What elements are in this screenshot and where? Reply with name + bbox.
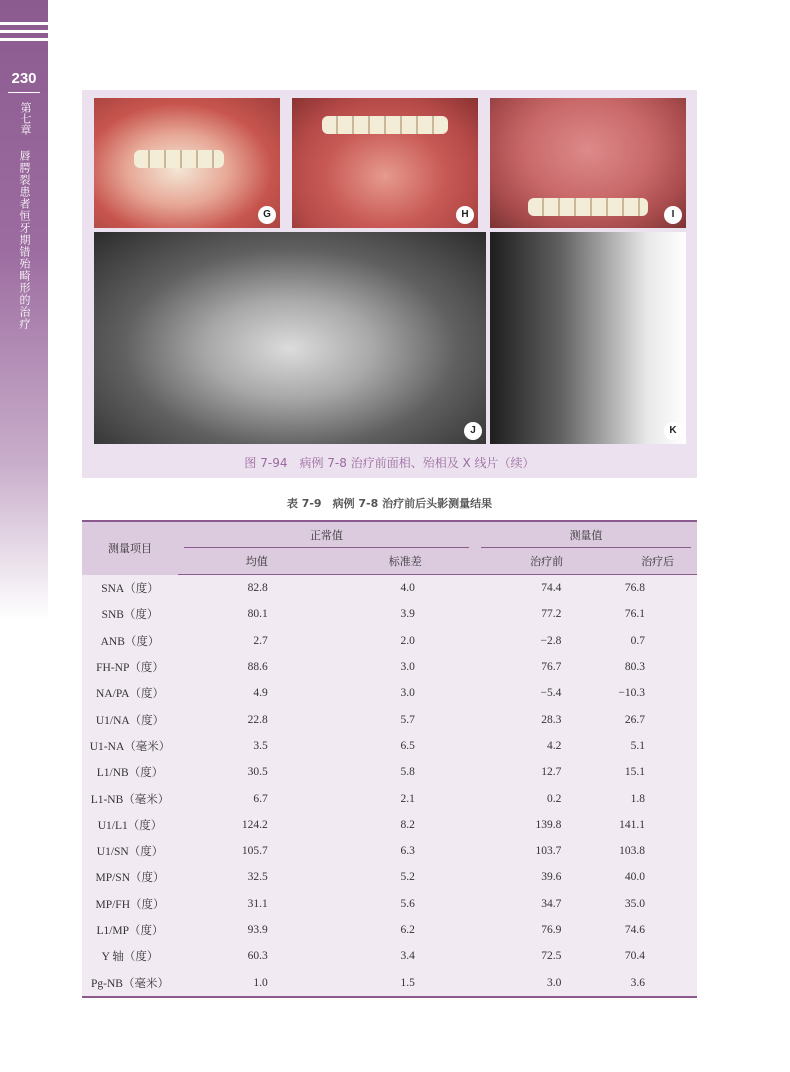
teeth-illustration (322, 116, 448, 134)
figure-7-94 (82, 90, 697, 478)
cell-pre: 77.2 (475, 601, 619, 627)
cell-pre: 76.7 (475, 654, 619, 680)
panel-label-g: G (258, 206, 276, 224)
panel-label-i: I (664, 206, 682, 224)
cell-mean: 82.8 (178, 575, 336, 602)
photo-h-upper-occlusal (292, 98, 478, 228)
cell-post: −10.3 (618, 680, 697, 706)
cell-mean: 60.3 (178, 943, 336, 969)
cell-post: 35.0 (618, 891, 697, 917)
cell-pre: 74.4 (475, 575, 619, 602)
cell-pre: 12.7 (475, 759, 619, 785)
cell-mean: 88.6 (178, 654, 336, 680)
table-row (82, 864, 697, 890)
sidebar-rule (8, 92, 40, 93)
table-row (82, 575, 697, 602)
table-row (82, 601, 697, 627)
cell-post: 3.6 (618, 969, 697, 996)
cell-pre: 4.2 (475, 733, 619, 759)
cell-pre: 34.7 (475, 891, 619, 917)
cell-mean: 93.9 (178, 917, 336, 943)
cell-mean: 105.7 (178, 838, 336, 864)
cell-pre: 0.2 (475, 785, 619, 811)
cell-post: 40.0 (618, 864, 697, 890)
cell-mean: 30.5 (178, 759, 336, 785)
cell-post: 80.3 (618, 654, 697, 680)
cell-post: 141.1 (618, 812, 697, 838)
cell-pre: −2.8 (475, 628, 619, 654)
cell-mean: 3.5 (178, 733, 336, 759)
cell-pre: 28.3 (475, 706, 619, 732)
cell-post: 76.8 (618, 575, 697, 602)
cell-post: 74.6 (618, 917, 697, 943)
header-post: 治疗后 (618, 548, 697, 575)
photo-g-lateral-occlusion (94, 98, 280, 228)
cell-sd: 6.3 (336, 838, 475, 864)
cell-mean: 6.7 (178, 785, 336, 811)
xray-k-cephalometric (490, 232, 686, 444)
chapter-sidebar (0, 0, 48, 620)
table-row (82, 943, 697, 969)
table-row (82, 812, 697, 838)
cell-mean: 32.5 (178, 864, 336, 890)
cell-item: Y 轴（度） (82, 943, 178, 969)
cell-sd: 2.1 (336, 785, 475, 811)
cell-post: 0.7 (618, 628, 697, 654)
cell-item: L1/MP（度） (82, 917, 178, 943)
teeth-illustration (134, 150, 224, 168)
table-row (82, 654, 697, 680)
cell-post: 15.1 (618, 759, 697, 785)
table-row (82, 891, 697, 917)
cell-pre: 76.9 (475, 917, 619, 943)
cell-sd: 1.5 (336, 969, 475, 996)
cell-item: SNA（度） (82, 575, 178, 602)
header-normal-group: 正常值 (178, 521, 475, 548)
cell-post: 5.1 (618, 733, 697, 759)
sidebar-decor-lines (0, 22, 48, 46)
table-row (82, 706, 697, 732)
teeth-illustration (528, 198, 648, 216)
cell-post: 1.8 (618, 785, 697, 811)
cell-item: FH-NP（度） (82, 654, 178, 680)
chapter-title: 唇腭裂患者恒牙期错殆畸形的治疗 (18, 150, 31, 330)
cell-sd: 3.9 (336, 601, 475, 627)
cell-mean: 2.7 (178, 628, 336, 654)
table-row (82, 680, 697, 706)
cell-pre: 39.6 (475, 864, 619, 890)
header-sd: 标准差 (336, 548, 475, 575)
cell-sd: 6.5 (336, 733, 475, 759)
cell-post: 76.1 (618, 601, 697, 627)
cell-item: U1/SN（度） (82, 838, 178, 864)
cell-sd: 2.0 (336, 628, 475, 654)
panel-label-h: H (456, 206, 474, 224)
table-row (82, 838, 697, 864)
cell-item: U1/L1（度） (82, 812, 178, 838)
cell-mean: 22.8 (178, 706, 336, 732)
chapter-number: 第七章 (19, 102, 32, 135)
cell-item: MP/FH（度） (82, 891, 178, 917)
photo-i-lower-occlusal (490, 98, 686, 228)
cell-sd: 6.2 (336, 917, 475, 943)
table-row (82, 628, 697, 654)
cell-mean: 1.0 (178, 969, 336, 996)
cell-sd: 5.6 (336, 891, 475, 917)
figure-caption: 图 7-94 病例 7-8 治疗前面相、殆相及 X 线片（续） (244, 456, 535, 470)
cell-item: L1/NB（度） (82, 759, 178, 785)
header-measured-group: 测量值 (475, 521, 697, 548)
cell-item: ANB（度） (82, 628, 178, 654)
cell-item: U1/NA（度） (82, 706, 178, 732)
cell-sd: 3.4 (336, 943, 475, 969)
xray-j-panoramic (94, 232, 486, 444)
cell-post: 26.7 (618, 706, 697, 732)
cell-mean: 4.9 (178, 680, 336, 706)
cell-sd: 5.2 (336, 864, 475, 890)
cell-sd: 8.2 (336, 812, 475, 838)
cell-item: MP/SN（度） (82, 864, 178, 890)
cell-sd: 5.7 (336, 706, 475, 732)
cell-pre: −5.4 (475, 680, 619, 706)
header-mean: 均值 (178, 548, 336, 575)
header-pre: 治疗前 (475, 548, 619, 575)
cell-sd: 5.8 (336, 759, 475, 785)
table-title: 表 7-9 病例 7-8 治疗前后头影测量结果 (286, 497, 493, 510)
cell-post: 103.8 (618, 838, 697, 864)
cell-pre: 103.7 (475, 838, 619, 864)
cell-pre: 139.8 (475, 812, 619, 838)
cell-pre: 72.5 (475, 943, 619, 969)
cephalometric-table (82, 520, 697, 998)
page-number: 230 (11, 70, 37, 87)
table-row (82, 759, 697, 785)
cell-sd: 4.0 (336, 575, 475, 602)
table-row (82, 969, 697, 996)
cell-item: NA/PA（度） (82, 680, 178, 706)
cell-post: 70.4 (618, 943, 697, 969)
cell-mean: 124.2 (178, 812, 336, 838)
cell-item: U1-NA（毫米） (82, 733, 178, 759)
cell-item: SNB（度） (82, 601, 178, 627)
table-row (82, 733, 697, 759)
cell-mean: 31.1 (178, 891, 336, 917)
table-row (82, 785, 697, 811)
panel-label-k: K (664, 422, 682, 440)
panel-label-j: J (464, 422, 482, 440)
cell-mean: 80.1 (178, 601, 336, 627)
table-row (82, 917, 697, 943)
cell-pre: 3.0 (475, 969, 619, 996)
cell-sd: 3.0 (336, 680, 475, 706)
cell-item: Pg-NB（毫米） (82, 969, 178, 996)
header-item: 测量项目 (82, 521, 178, 575)
cell-sd: 3.0 (336, 654, 475, 680)
cell-item: L1-NB（毫米） (82, 785, 178, 811)
